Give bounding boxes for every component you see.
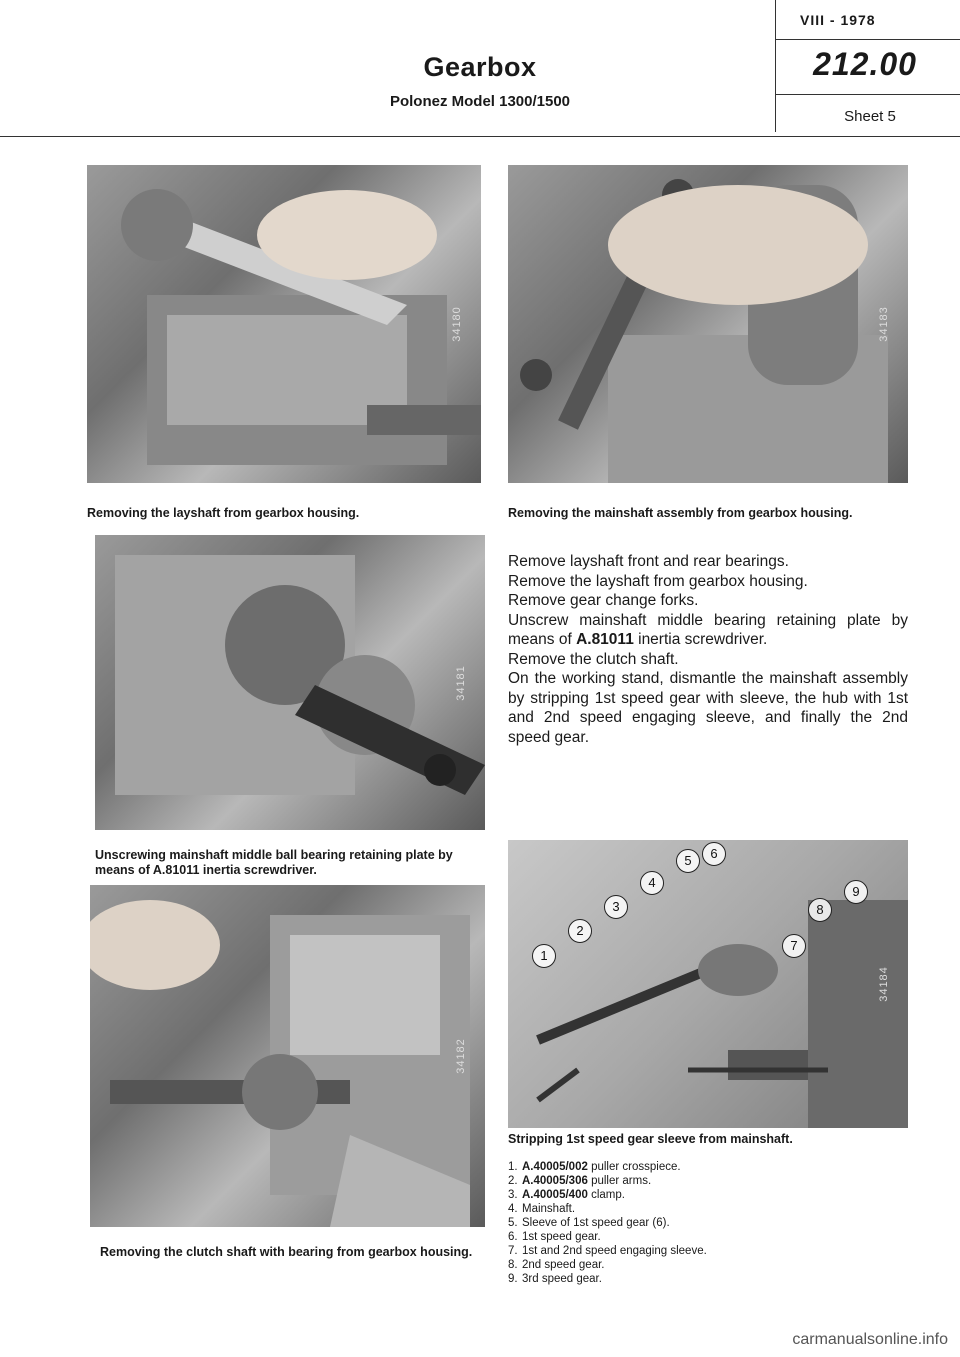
instruction-line: Remove the layshaft from gearbox housing.	[508, 572, 808, 590]
legend-number: 3.	[508, 1189, 518, 1201]
header-divider-vertical	[775, 0, 776, 132]
watermark: carmanualsonline.info	[792, 1331, 948, 1348]
page-title: Gearbox	[423, 52, 537, 82]
instruction-line: Remove the clutch shaft.	[508, 650, 679, 668]
callout-8: 8	[808, 898, 832, 922]
tool-code: A.81011	[576, 631, 634, 648]
legend-item	[508, 1272, 908, 1286]
callout-4: 4	[640, 871, 664, 895]
legend-text: 3rd speed gear.	[522, 1273, 602, 1285]
edition-label: VIII - 1978	[800, 12, 876, 28]
gearbox-photo-illustration	[95, 535, 485, 830]
photo-stripping-sleeve	[508, 840, 908, 1128]
photo-number: 34181	[455, 664, 468, 701]
legend-text: 1st and 2nd speed engaging sleeve.	[522, 1245, 707, 1257]
tool-code: A.40005/002	[522, 1161, 588, 1173]
legend-item	[508, 1258, 908, 1272]
legend-text: 2nd speed gear.	[522, 1259, 605, 1271]
tool-code: A.40005/400	[522, 1189, 588, 1201]
photo-caption: Unscrewing mainshaft middle ball bearing retaining plate by means of A.81011 inertia screwdriver.	[95, 848, 453, 877]
legend-number: 4.	[508, 1203, 518, 1215]
photo-number: 34182	[455, 1038, 468, 1074]
gearbox-photo-illustration	[508, 165, 908, 483]
legend-item	[508, 1202, 908, 1216]
photo-number: 34183	[878, 306, 891, 342]
photo-number: 34184	[878, 966, 891, 1002]
photo-number: 34180	[451, 306, 464, 342]
legend-text: Sleeve of 1st speed gear (6).	[522, 1217, 670, 1229]
sheet-label: Sheet 5	[844, 108, 896, 125]
legend-number: 7.	[508, 1245, 518, 1257]
legend-text: puller crosspiece.	[587, 1161, 681, 1173]
legend-item	[508, 1188, 908, 1202]
instruction-line	[508, 611, 908, 650]
photo-mainshaft-removal	[508, 165, 908, 483]
legend-text: Mainshaft.	[522, 1203, 576, 1215]
instruction-text: Unscrew mainshaft middle bearing retaining plate by means of	[508, 611, 908, 648]
tool-code: A.40005/306	[522, 1175, 588, 1187]
legend-item	[508, 1216, 908, 1230]
photo-caption: Removing the mainshaft assembly from gearbox housing.	[508, 506, 853, 520]
callout-3: 3	[604, 895, 628, 919]
callout-2: 2	[568, 919, 592, 943]
edition-divider	[776, 39, 960, 40]
gearbox-photo-illustration	[87, 165, 481, 483]
photo-caption: Stripping 1st speed gear sleeve from mainshaft.	[508, 1132, 793, 1146]
callout-9: 9	[844, 880, 868, 904]
gearbox-photo-illustration	[90, 885, 485, 1227]
legend-number: 9.	[508, 1273, 518, 1285]
instruction-text: inertia screwdriver.	[633, 631, 768, 648]
legend-number: 8.	[508, 1259, 518, 1271]
instruction-line: On the working stand, dismantle the mainshaft assembly by stripping 1st speed gear with sleeve, the hub with 1st and 2nd speed engaging sleeve, and finally the 2nd speed gear.	[508, 670, 908, 746]
legend-item	[508, 1160, 908, 1174]
legend-item	[508, 1244, 908, 1258]
legend-text: 1st speed gear.	[522, 1231, 601, 1243]
callout-1: 1	[532, 944, 556, 968]
page-subtitle: Polonez Model 1300/1500	[389, 93, 571, 110]
callout-5: 5	[676, 849, 700, 873]
legend-number: 2.	[508, 1175, 518, 1187]
header-divider	[0, 136, 960, 137]
legend-text: puller arms.	[587, 1175, 652, 1187]
callout-6: 6	[702, 842, 726, 866]
instruction-line: Remove layshaft front and rear bearings.	[508, 553, 789, 570]
legend-number: 1.	[508, 1161, 518, 1173]
photo-caption: Removing the layshaft from gearbox housing.	[87, 506, 360, 520]
callout-7: 7	[782, 934, 806, 958]
parts-legend	[508, 1160, 908, 1286]
instruction-line: Remove gear change forks.	[508, 592, 699, 609]
legend-item	[508, 1230, 908, 1244]
legend-text: clamp.	[587, 1189, 625, 1201]
photo-layshaft-removal	[87, 165, 481, 483]
page-code-divider	[776, 94, 960, 95]
page-code: 212.00	[813, 46, 917, 82]
legend-number: 6.	[508, 1231, 518, 1243]
photo-retaining-plate	[95, 535, 485, 830]
legend-item	[508, 1174, 908, 1188]
legend-number: 5.	[508, 1217, 518, 1229]
photo-caption: Removing the clutch shaft with bearing from gearbox housing.	[100, 1245, 473, 1259]
instructions	[508, 552, 908, 747]
photo-clutch-shaft	[90, 885, 485, 1227]
